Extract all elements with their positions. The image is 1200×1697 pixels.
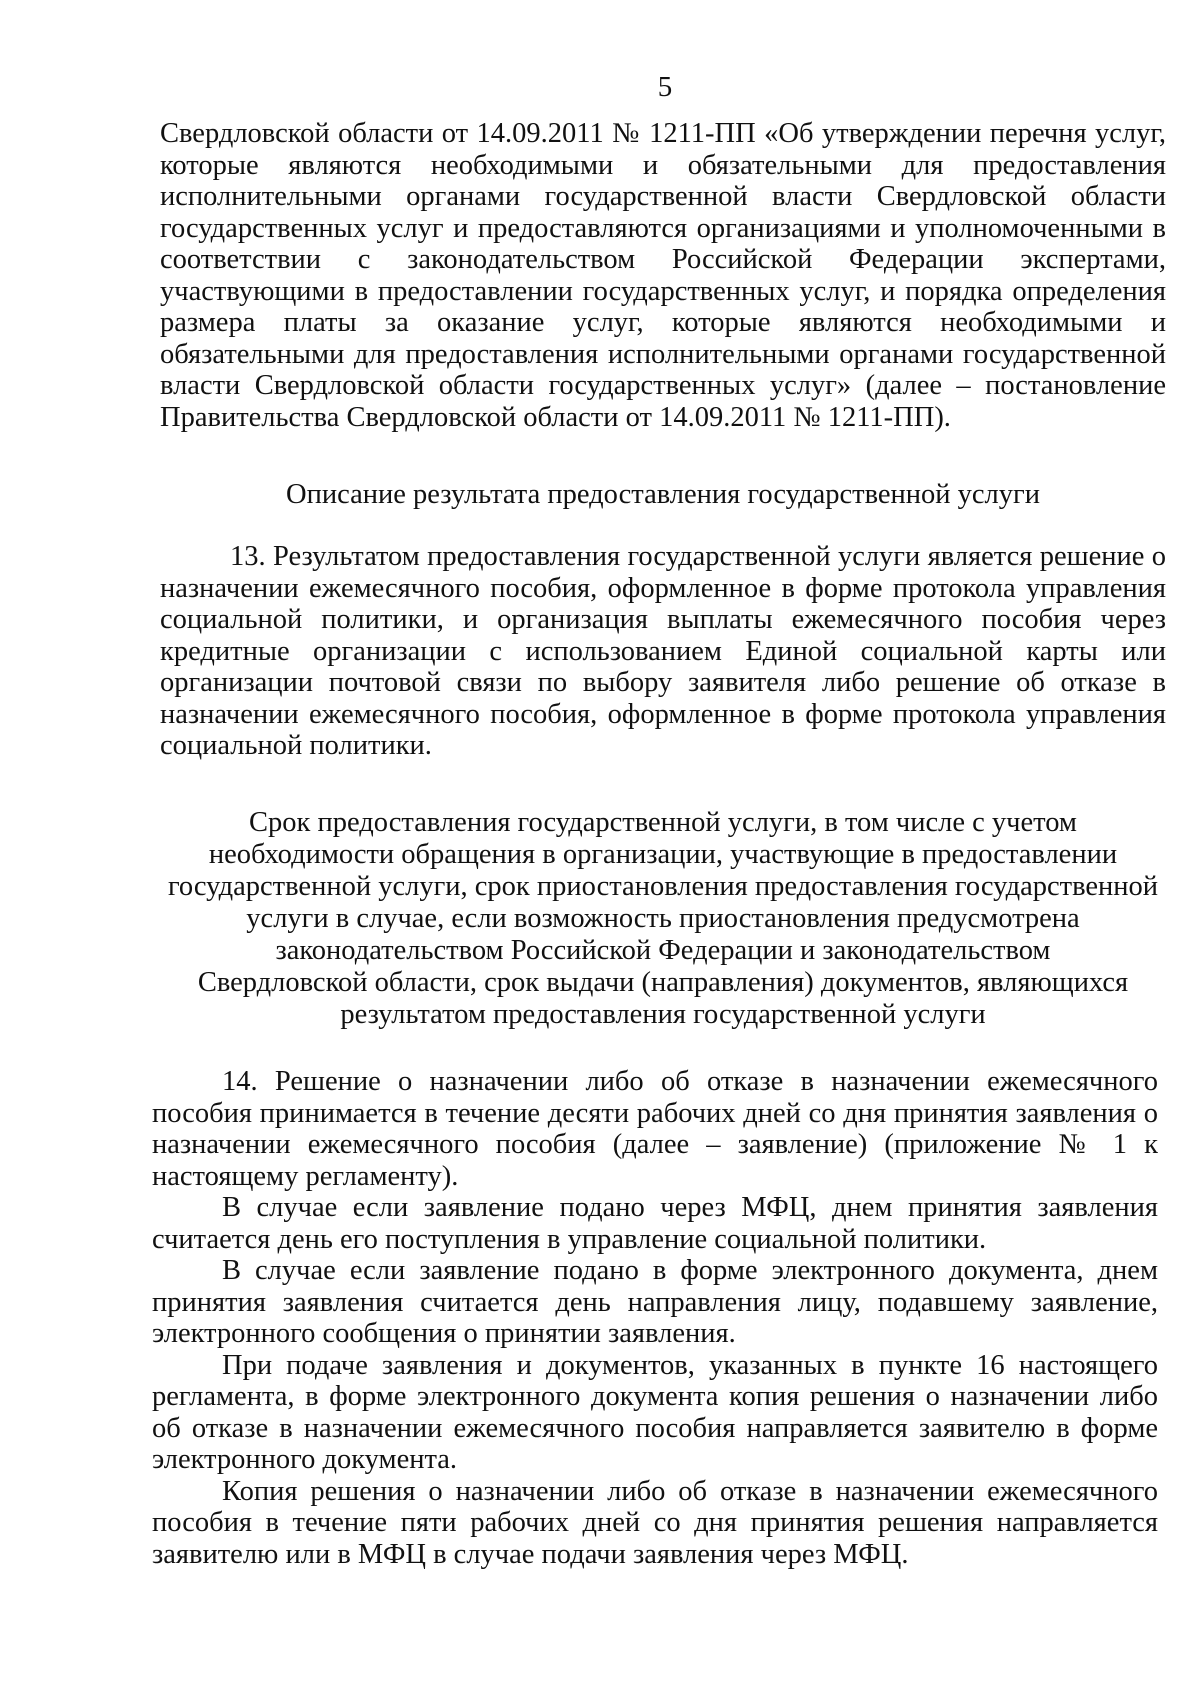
paragraph-electronic: В случае если заявление подано в форме электронного документа, днем принятия заявления считается день направления лицу, подавшему заявление, электронного сообщения о принятии заявления. [152,1255,1158,1349]
page-number: 5 [657,71,673,103]
heading-line: государственной услуги, срок приостановления предоставления государственной [167,871,1159,902]
paragraph-13: 13. Результатом предоставления государственной услуги является решение о назначении ежемесячного пособия, оформленное в форме протокола управления социальной политики, и организация выплаты ежемесячного пособия через кредитные организации с использованием Единой социальной карты или организации почтовой связи по выбору заявителя либо решение об отказе в назначении ежемесячного пособия, оформленное в форме протокола управления социальной политики. [160,541,1166,761]
paragraph-copy-electronic: При подаче заявления и документов, указанных в пункте 16 настоящего регламента, в форме электронного документа копия решения о назначении либо об отказе в назначении ежемесячного пособия направляется заявителю в форме электронного документа. [152,1349,1158,1475]
section-heading-result: Описание результата предоставления государственной услуги [286,479,1040,510]
heading-line: результатом предоставления государственной услуги [340,999,986,1030]
heading-line: Свердловской области, срок выдачи (направления) документов, являющихся [197,967,1129,998]
heading-line: Срок предоставления государственной услуги, в том числе с учетом [249,807,1077,838]
heading-line: услуги в случае, если возможность приостановления предусмотрена [246,903,1080,934]
intro-block [160,118,1166,433]
paragraph-copy-send: Копия решения о назначении либо об отказе в назначении ежемесячного пособия в течение пяти рабочих дней со дня принятия решения направляется заявителю или в МФЦ в случае подачи заявления через МФЦ. [152,1475,1158,1570]
heading-line: законодательством Российской Федерации и законодательством [275,935,1051,966]
result-block [160,541,1166,762]
term-block [152,1066,1158,1570]
intro-paragraph: Свердловской области от 14.09.2011 № 1211-ПП «Об утверждении перечня услуг, которые являются необходимыми и обязательными для предоставления исполнительными органами государственной власти Свердловской области государственных услуг и предоставляются организациями и уполномоченными в соответствии с законодательством Российской Федерации экспертами, участвующими в предоставлении государственных услуг, и порядка определения размера платы за оказание услуг, которые являются необходимыми и обязательными для предоставления исполнительными органами государственной власти Свердловской области государственных услуг» (далее – постановление Правительства Свердловской области от 14.09.2011 № 1211-ПП). [160,118,1166,433]
paragraph-14: 14. Решение о назначении либо об отказе в назначении ежемесячного пособия принимается в течение десяти рабочих дней со дня принятия заявления о назначении ежемесячного пособия (далее – заявление) (приложение № 1 к настоящему регламенту). [152,1066,1158,1192]
paragraph-mfc: В случае если заявление подано через МФЦ, днем принятия заявления считается день его поступления в управление социальной политики. [152,1192,1158,1255]
section-heading-term [160,807,1166,1031]
heading-line: необходимости обращения в организации, участвующие в предоставлении [208,839,1118,870]
